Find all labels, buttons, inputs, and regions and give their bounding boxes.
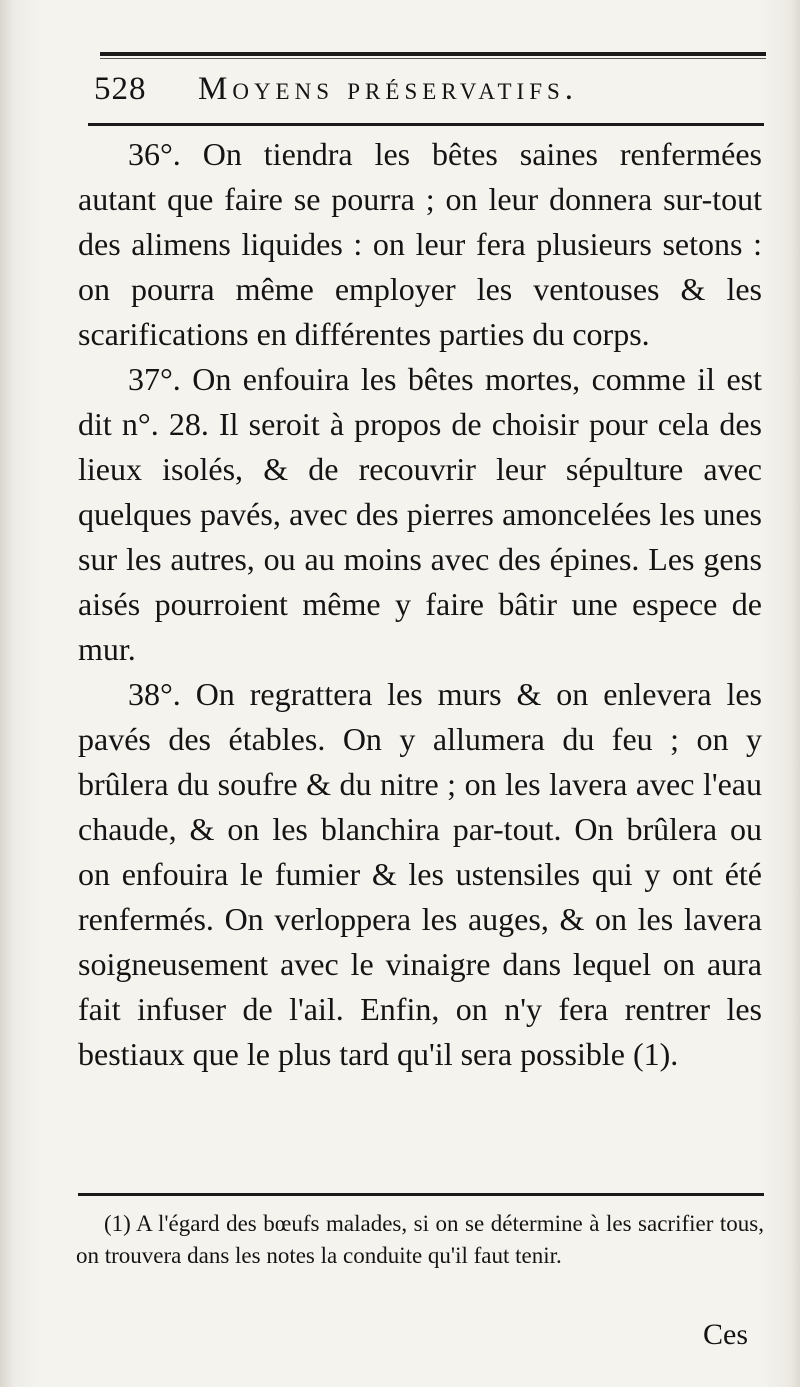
- paragraph-36: 36°. On tiendra les bêtes saines renfermées autant que faire se pourra ; on leur donnera sur-tout des alimens liquides : on leur fera plusieurs setons : on pourra même employer les ventouses & les scarifications en différentes parties du corps.: [78, 136, 762, 352]
- top-rule-thin: [100, 58, 766, 59]
- page-number: 528: [94, 71, 147, 107]
- paragraph-37: 37°. On enfouira les bêtes mortes, comme il est dit n°. 28. Il seroit à propos de choisir pour cela des lieux isolés, & de recouvrir leur sépulture avec quelques pavés, avec des pierres amoncelées les unes sur les autres, ou au moins avec des épines. Les gens aisés pourroient même y faire bâtir une espece de mur.: [78, 361, 762, 667]
- body-text: [78, 132, 762, 1077]
- running-head: Moyens préservatifs.: [198, 71, 579, 107]
- footnote-text: (1) A l'égard des bœufs malades, si on se détermine à les sacrifier tous, on trouvera dans les notes la conduite qu'il faut tenir.: [76, 1211, 764, 1268]
- page-header: [88, 64, 768, 114]
- header-rule: [88, 123, 764, 126]
- top-rule: [100, 52, 766, 56]
- footnote: [76, 1208, 764, 1272]
- catchword: Ces: [703, 1318, 748, 1351]
- footnote-rule: [78, 1193, 764, 1196]
- paragraph-38: 38°. On regrattera les murs & on enlevera les pavés des étables. On y allumera du feu ; on y brûlera du soufre & du nitre ; on les lavera avec l'eau chaude, & on les blanchira par-tout. On brûlera ou on enfouira le fumier & les ustensiles qui y ont été renfermés. On verloppera les auges, & on les lavera soigneusement avec le vinaigre dans lequel on aura fait infuser de l'ail. Enfin, on n'y fera rentrer les bestiaux que le plus tard qu'il sera possible (1).: [78, 676, 762, 1072]
